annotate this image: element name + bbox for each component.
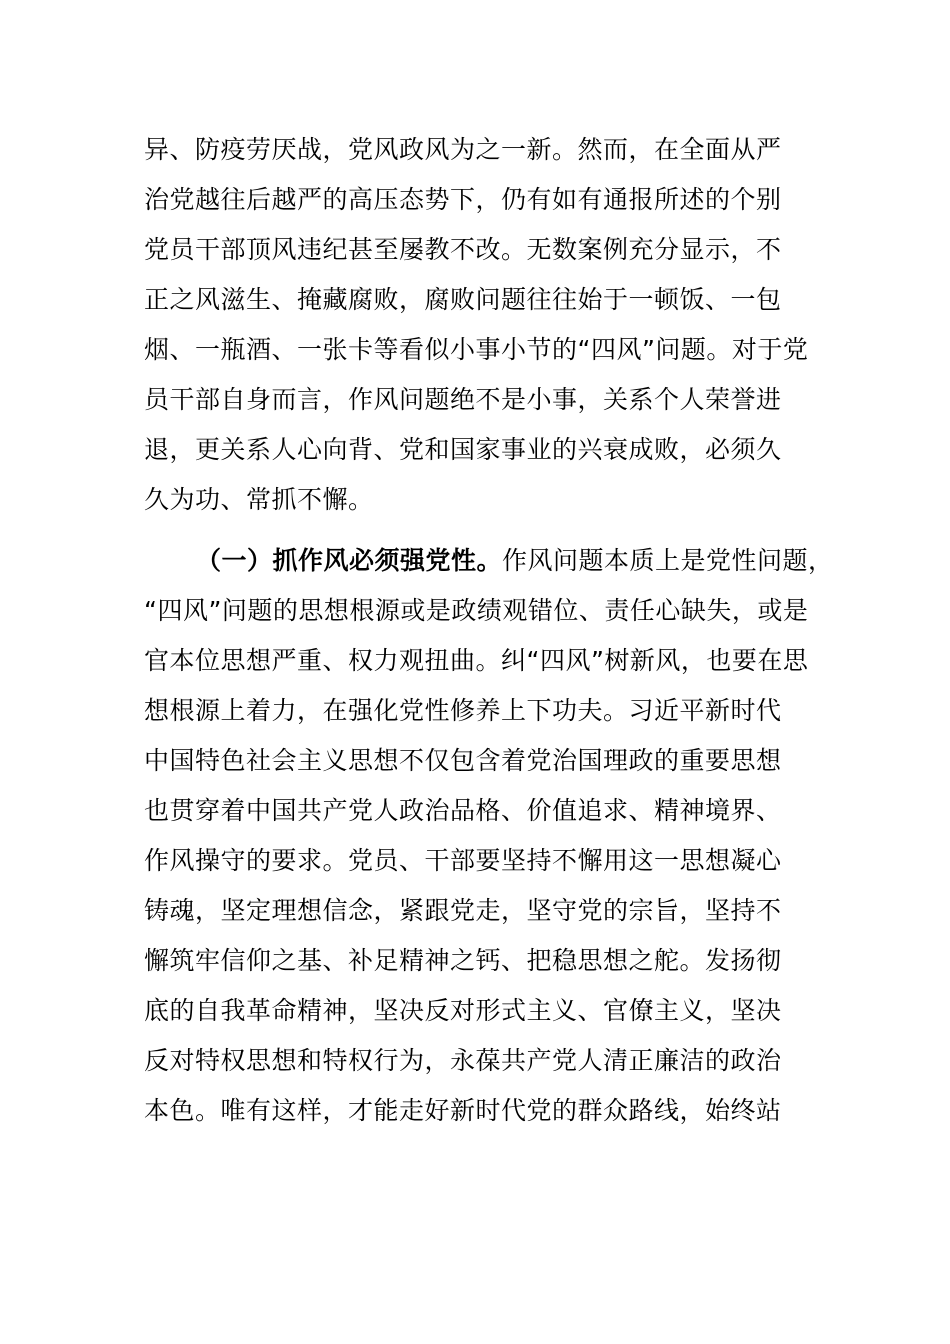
paragraph-line: 党员干部顶风违纪甚至屡教不改。无数案例充分显示，不: [144, 235, 782, 264]
paragraph-line: “四风”问题的思想根源或是政绩观错位、责任心缺失，或是: [144, 596, 809, 625]
paragraph-line: 中国特色社会主义思想不仅包含着党治国理政的重要思想: [144, 746, 782, 775]
paragraph-line: 正之风滋生、掩藏腐败，腐败问题往往始于一顿饭、一包: [144, 285, 782, 314]
section-heading: （一）抓作风必须强党性。: [196, 546, 503, 575]
paragraph-line: 治党越往后越严的高压态势下，仍有如有通报所述的个别: [144, 185, 782, 214]
heading-line-text: 作风问题本质上是党性问题，: [502, 546, 834, 575]
paragraph-line: 底的自我革命精神，坚决反对形式主义、官僚主义，坚决: [144, 996, 782, 1025]
paragraph-line: 想根源上着力，在强化党性修养上下功夫。习近平新时代: [144, 696, 782, 725]
paragraph-line: 本色。唯有这样，才能走好新时代党的群众路线，始终站: [144, 1096, 782, 1125]
paragraph-line: 员干部自身而言，作风问题绝不是小事，关系个人荣誉进: [144, 385, 782, 414]
paragraph-line: 也贯穿着中国共产党人政治品格、价值追求、精神境界、: [144, 796, 782, 825]
paragraph-line: 铸魂，坚定理想信念，紧跟党走，坚守党的宗旨，坚持不: [144, 896, 782, 925]
paragraph-line: 异、防疫劳厌战，党风政风为之一新。然而，在全面从严: [144, 135, 782, 164]
paragraph-line: 作风操守的要求。党员、干部要坚持不懈用这一思想凝心: [144, 846, 782, 875]
paragraph-line: 官本位思想严重、权力观扭曲。纠“四风”树新风，也要在思: [144, 646, 809, 675]
paragraph-line: 退，更关系人心向背、党和国家事业的兴衰成败，必须久: [144, 435, 782, 464]
paragraph-line: 烟、一瓶酒、一张卡等看似小事小节的“四风”问题。对于党: [144, 335, 809, 364]
paragraph-line: 懈筑牢信仰之基、补足精神之钙、把稳思想之舵。发扬彻: [144, 946, 782, 975]
paragraph-line: 反对特权思想和特权行为，永葆共产党人清正廉洁的政治: [144, 1046, 782, 1075]
paragraph-line: 久为功、常抓不懈。: [144, 485, 374, 514]
paragraph-first-line: [196, 541, 896, 581]
